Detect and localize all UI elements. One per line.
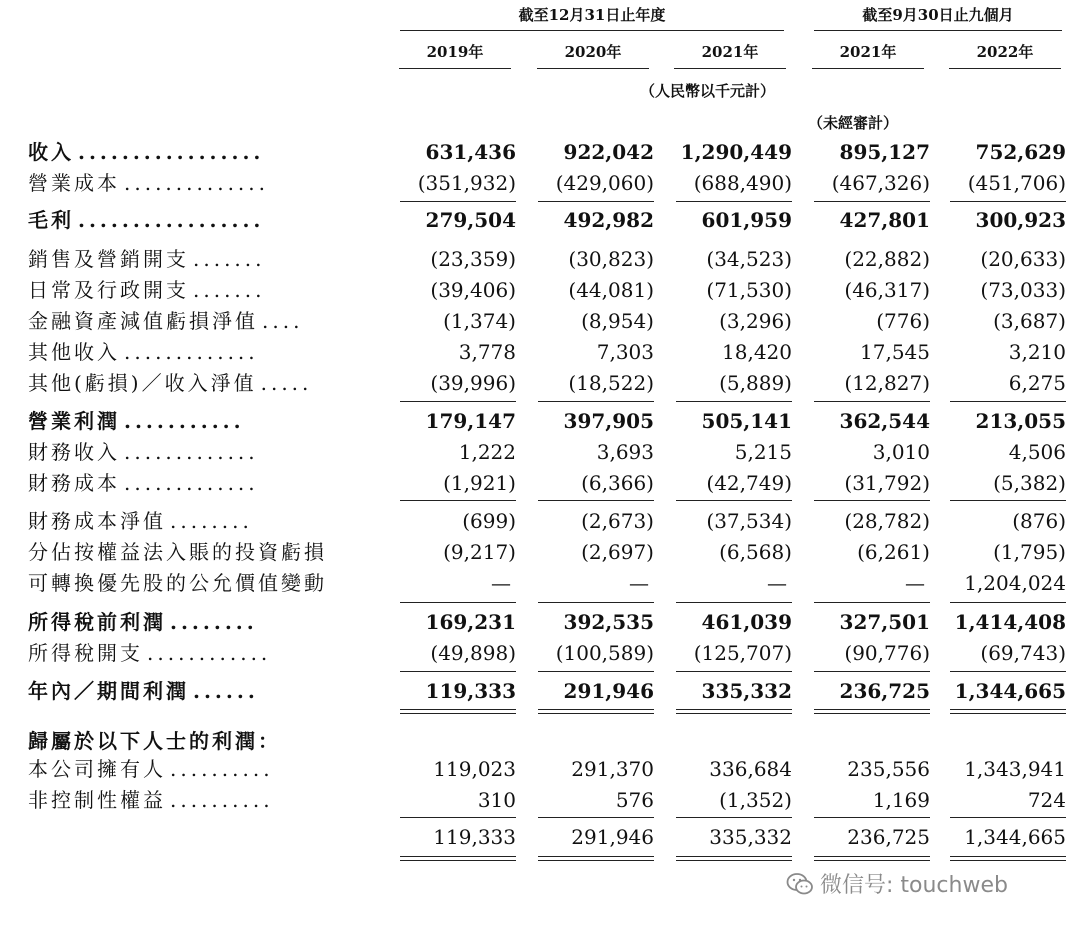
row-value: (5,382) — [993, 471, 1066, 495]
total-value: 1,344,665 — [964, 825, 1066, 849]
table-row — [0, 168, 1080, 199]
total-value: 119,333 — [433, 825, 516, 849]
table-row — [0, 785, 1080, 816]
nil-dash: — — [629, 571, 649, 595]
column-header-rule — [537, 68, 649, 69]
single-rule — [538, 401, 654, 402]
leader-dots: ........ — [170, 509, 253, 533]
single-rule — [400, 602, 516, 603]
row-value: (46,317) — [844, 278, 930, 302]
single-rule — [814, 671, 930, 672]
row-value: 7,303 — [596, 340, 654, 364]
row-value: 1,222 — [458, 440, 516, 464]
row-value: 895,127 — [839, 140, 930, 164]
leader-dots: .......... — [170, 788, 274, 812]
row-value: 362,544 — [839, 409, 930, 433]
leader-dots: ........ — [170, 610, 258, 634]
row-value: 18,420 — [722, 340, 792, 364]
row-label-text: 金融資產減值虧損淨值 — [28, 309, 258, 333]
row-value: (30,823) — [568, 247, 654, 271]
row-value: (12,827) — [844, 371, 930, 395]
column-header-rule — [949, 68, 1061, 69]
row-value: (69,743) — [980, 641, 1066, 665]
table-row — [0, 205, 1080, 236]
single-rule — [950, 500, 1066, 501]
row-value: (5,889) — [719, 371, 792, 395]
row-value: 505,141 — [701, 409, 792, 433]
row-label — [28, 437, 259, 468]
row-value: (776) — [876, 309, 930, 333]
row-label-text: 日常及行政開支 — [28, 278, 189, 302]
row-value: (1,795) — [993, 540, 1066, 564]
table-row — [0, 244, 1080, 275]
row-label — [28, 205, 264, 236]
double-rule — [538, 709, 654, 714]
row-value: (34,523) — [706, 247, 792, 271]
row-value: (39,996) — [430, 371, 516, 395]
row-value: (90,776) — [844, 641, 930, 665]
row-value — [656, 568, 792, 599]
single-rule — [538, 500, 654, 501]
row-label-text: 可轉換優先股的公允價值變動 — [28, 571, 327, 595]
row-label-text: 財務成本淨值 — [28, 509, 166, 533]
table-row — [0, 137, 1080, 168]
row-value: 291,946 — [563, 679, 654, 703]
wechat-icon — [786, 872, 814, 896]
row-value: 601,959 — [701, 208, 792, 232]
single-rule — [400, 201, 516, 202]
leader-dots: ................. — [78, 208, 265, 232]
leader-dots: ............. — [124, 340, 259, 364]
column-header-rule — [812, 68, 924, 69]
row-label-text: 銷售及營銷開支 — [28, 247, 189, 271]
row-label — [28, 337, 259, 368]
row-label — [28, 244, 266, 275]
row-value: (31,792) — [844, 471, 930, 495]
row-value: (1,352) — [719, 788, 792, 812]
row-value: 631,436 — [425, 140, 516, 164]
row-value: (6,261) — [857, 540, 930, 564]
single-rule — [676, 500, 792, 501]
row-label — [28, 137, 264, 168]
column-header: 2022年 — [976, 43, 1034, 61]
row-label-text: 所得稅開支 — [28, 641, 143, 665]
leader-dots: ............. — [124, 440, 259, 464]
single-rule — [400, 817, 516, 818]
double-rule — [676, 856, 792, 861]
table-row — [0, 275, 1080, 306]
row-value: (23,359) — [430, 247, 516, 271]
row-value: (73,033) — [980, 278, 1066, 302]
header-group-annual: 截至12月31日止年度 — [518, 6, 666, 24]
unaudited-note: （未經審計） — [808, 114, 899, 132]
row-label — [28, 537, 327, 568]
row-value: (3,296) — [719, 309, 792, 333]
row-value: 17,545 — [860, 340, 930, 364]
row-value: 576 — [615, 788, 654, 812]
row-value: 724 — [1027, 788, 1066, 812]
header-group-nine-months: 截至9月30日止九個月 — [862, 6, 1014, 24]
row-value: (451,706) — [967, 171, 1066, 195]
row-value: 1,169 — [872, 788, 930, 812]
row-label — [28, 607, 258, 638]
single-rule — [676, 817, 792, 818]
column-header: 2020年 — [564, 43, 622, 61]
row-value: (351,932) — [417, 171, 516, 195]
row-value: 4,506 — [1008, 440, 1066, 464]
row-value: 922,042 — [563, 140, 654, 164]
table-row — [0, 306, 1080, 337]
row-value: (2,673) — [581, 509, 654, 533]
single-rule — [950, 201, 1066, 202]
single-rule — [814, 201, 930, 202]
row-value: (699) — [462, 509, 516, 533]
total-value: 335,332 — [709, 825, 792, 849]
currency-note: （人民幣以千元計） — [640, 82, 776, 100]
row-label — [28, 306, 303, 337]
single-rule — [814, 401, 930, 402]
row-value: (20,633) — [980, 247, 1066, 271]
row-label — [28, 785, 274, 816]
row-value: 752,629 — [975, 140, 1066, 164]
row-label-text: 其他收入 — [28, 340, 120, 364]
double-rule — [400, 709, 516, 714]
row-value — [518, 568, 654, 599]
attribution-total-row — [0, 822, 1080, 853]
row-value: 427,801 — [839, 208, 930, 232]
leader-dots: ....... — [193, 278, 266, 302]
row-value — [380, 568, 516, 599]
row-label-text: 營業利潤 — [28, 409, 120, 433]
row-value: 3,778 — [458, 340, 516, 364]
row-label-text: 所得稅前利潤 — [28, 610, 166, 634]
single-rule — [676, 201, 792, 202]
nil-dash: — — [491, 571, 511, 595]
row-label-text: 財務成本 — [28, 471, 120, 495]
single-rule — [950, 671, 1066, 672]
row-value: 461,039 — [701, 610, 792, 634]
column-header-rule — [399, 68, 511, 69]
double-rule — [538, 856, 654, 861]
leader-dots: ..... — [260, 371, 313, 395]
single-rule — [538, 671, 654, 672]
row-label-text: 其他(虧損)／收入淨值 — [28, 371, 257, 395]
row-value: 1,290,449 — [680, 140, 792, 164]
row-value: (28,782) — [844, 509, 930, 533]
single-rule — [400, 671, 516, 672]
single-rule — [950, 401, 1066, 402]
row-value: 1,344,665 — [954, 679, 1066, 703]
total-value: 291,946 — [571, 825, 654, 849]
row-value: 235,556 — [847, 757, 930, 781]
row-value: (42,749) — [706, 471, 792, 495]
single-rule — [814, 817, 930, 818]
row-value: 6,275 — [1008, 371, 1066, 395]
row-label — [28, 754, 274, 785]
table-row — [0, 437, 1080, 468]
row-value: (18,522) — [568, 371, 654, 395]
row-value: (467,326) — [831, 171, 930, 195]
single-rule — [676, 602, 792, 603]
single-rule — [950, 602, 1066, 603]
row-value: 179,147 — [425, 409, 516, 433]
double-rule — [814, 856, 930, 861]
row-value: (1,921) — [443, 471, 516, 495]
single-rule — [814, 602, 930, 603]
table-row — [0, 676, 1080, 707]
row-label — [28, 468, 259, 499]
row-value: 213,055 — [975, 409, 1066, 433]
column-header: 2021年 — [839, 43, 897, 61]
single-rule — [400, 500, 516, 501]
row-label — [28, 506, 253, 537]
row-value: (688,490) — [693, 171, 792, 195]
row-value: (1,374) — [443, 309, 516, 333]
table-row — [0, 607, 1080, 638]
watermark — [786, 868, 1008, 899]
row-value: (6,568) — [719, 540, 792, 564]
row-value: 392,535 — [563, 610, 654, 634]
leader-dots: ................. — [78, 140, 265, 164]
row-value: 279,504 — [425, 208, 516, 232]
row-value: 1,204,024 — [964, 571, 1066, 595]
row-value: (49,898) — [430, 641, 516, 665]
row-value: 492,982 — [563, 208, 654, 232]
table-row — [0, 468, 1080, 499]
row-value: (39,406) — [430, 278, 516, 302]
row-label — [28, 368, 312, 399]
column-header: 2021年 — [701, 43, 759, 61]
leader-dots: .............. — [124, 171, 270, 195]
single-rule — [400, 401, 516, 402]
row-value: (100,589) — [555, 641, 654, 665]
column-header-rule — [674, 68, 786, 69]
row-label — [28, 676, 259, 707]
row-label — [28, 168, 269, 199]
double-rule — [950, 709, 1066, 714]
row-label-text: 年內／期間利潤 — [28, 679, 189, 703]
column-header: 2019年 — [426, 43, 484, 61]
table-row — [0, 537, 1080, 568]
single-rule — [676, 671, 792, 672]
table-row — [0, 368, 1080, 399]
leader-dots: ....... — [193, 247, 266, 271]
row-label-text: 本公司擁有人 — [28, 757, 166, 781]
row-label — [28, 638, 271, 669]
row-value: (22,882) — [844, 247, 930, 271]
row-value: (8,954) — [581, 309, 654, 333]
row-value: 3,010 — [872, 440, 930, 464]
row-label-text: 非控制性權益 — [28, 788, 166, 812]
single-rule — [538, 201, 654, 202]
table-row — [0, 638, 1080, 669]
row-label-text: 毛利 — [28, 208, 74, 232]
watermark-text: 微信号: touchweb — [820, 873, 1008, 898]
leader-dots: ...... — [193, 679, 259, 703]
row-value: (2,697) — [581, 540, 654, 564]
row-value: 3,693 — [596, 440, 654, 464]
header-group-annual-rule — [400, 30, 784, 31]
row-value: 310 — [477, 788, 516, 812]
table-row — [0, 406, 1080, 437]
table-row — [0, 506, 1080, 537]
row-value: (876) — [1012, 509, 1066, 533]
row-value: (44,081) — [568, 278, 654, 302]
row-value: 335,332 — [701, 679, 792, 703]
row-value: 1,343,941 — [964, 757, 1066, 781]
row-value: 169,231 — [425, 610, 516, 634]
nil-dash: — — [767, 571, 787, 595]
single-rule — [676, 401, 792, 402]
attribution-section-title: 歸屬於以下人士的利潤： — [28, 729, 281, 753]
nil-dash: — — [905, 571, 925, 595]
row-value: (9,217) — [443, 540, 516, 564]
row-value: (71,530) — [706, 278, 792, 302]
row-value: (6,366) — [581, 471, 654, 495]
double-rule — [676, 709, 792, 714]
row-value: 300,923 — [975, 208, 1066, 232]
row-value: 3,210 — [1008, 340, 1066, 364]
row-label — [28, 275, 266, 306]
row-label-text: 分佔按權益法入賬的投資虧損 — [28, 540, 327, 564]
header-group-nine-months-rule — [814, 30, 1062, 31]
row-value: 291,370 — [571, 757, 654, 781]
row-value: 5,215 — [734, 440, 792, 464]
row-value: (125,707) — [693, 641, 792, 665]
row-label — [28, 568, 327, 599]
row-value: 119,023 — [433, 757, 516, 781]
row-label-text: 營業成本 — [28, 171, 120, 195]
single-rule — [538, 602, 654, 603]
row-label-text: 財務收入 — [28, 440, 120, 464]
table-row — [0, 337, 1080, 368]
row-value: 119,333 — [425, 679, 516, 703]
double-rule — [814, 709, 930, 714]
row-value: 1,414,408 — [954, 610, 1066, 634]
row-value — [794, 568, 930, 599]
double-rule — [950, 856, 1066, 861]
row-value: (3,687) — [993, 309, 1066, 333]
row-value: 397,905 — [563, 409, 654, 433]
leader-dots: .... — [262, 309, 304, 333]
leader-dots: ........... — [124, 409, 245, 433]
row-value: 336,684 — [709, 757, 792, 781]
row-value: (37,534) — [706, 509, 792, 533]
single-rule — [950, 817, 1066, 818]
row-value: 327,501 — [839, 610, 930, 634]
leader-dots: ............. — [124, 471, 259, 495]
row-label-text: 收入 — [28, 140, 74, 164]
total-value: 236,725 — [847, 825, 930, 849]
single-rule — [814, 500, 930, 501]
row-value: (429,060) — [555, 171, 654, 195]
table-row — [0, 568, 1080, 599]
row-label — [28, 406, 245, 437]
row-value: 236,725 — [839, 679, 930, 703]
leader-dots: ............ — [147, 641, 272, 665]
leader-dots: .......... — [170, 757, 274, 781]
double-rule — [400, 856, 516, 861]
single-rule — [538, 817, 654, 818]
table-row — [0, 754, 1080, 785]
